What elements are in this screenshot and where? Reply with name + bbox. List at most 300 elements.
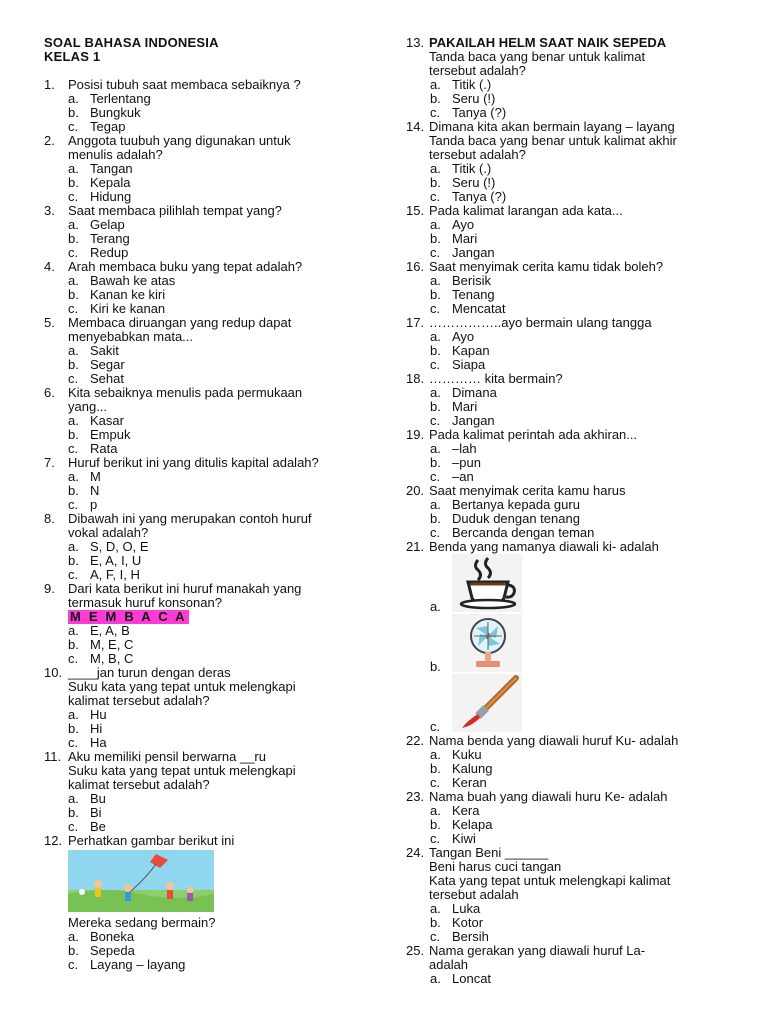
question-line-text: Suku kata yang tepat untuk melengkapi xyxy=(68,679,296,694)
answer-option xyxy=(44,652,374,666)
answer-option xyxy=(44,162,374,176)
question-text xyxy=(406,120,736,134)
option-text: Ayo xyxy=(452,329,475,344)
question-number: 21. xyxy=(406,539,425,554)
option-text: Tegap xyxy=(90,119,126,134)
option-letter: a. xyxy=(430,161,441,176)
option-letter: c. xyxy=(68,245,79,260)
answer-option xyxy=(406,818,736,832)
option-letter: c. xyxy=(68,497,79,512)
option-letter: c. xyxy=(68,819,79,834)
question-line-text: Kata yang tepat untuk melengkapi kalimat xyxy=(429,873,671,888)
option-text: Bawah ke atas xyxy=(90,273,176,288)
option-text: Bungkuk xyxy=(90,105,141,120)
option-letter: a. xyxy=(430,497,441,512)
option-text: Kotor xyxy=(452,915,484,930)
option-letter: c. xyxy=(68,651,79,666)
option-letter: c. xyxy=(430,245,441,260)
question-number: 12. xyxy=(44,833,63,848)
question-line-text: tersebut adalah? xyxy=(429,63,526,78)
answer-option xyxy=(44,624,374,638)
question-3 xyxy=(44,204,374,260)
question-line-text: Saat membaca pilihlah tempat yang? xyxy=(68,203,282,218)
answer-option xyxy=(44,302,374,316)
answer-option xyxy=(406,302,736,316)
question-text xyxy=(406,204,736,218)
picture-answer-option xyxy=(406,614,736,674)
answer-option xyxy=(44,722,374,736)
option-letter: b. xyxy=(68,231,79,246)
question-text-line xyxy=(44,400,374,414)
question-number: 24. xyxy=(406,845,425,860)
question-number: 10. xyxy=(44,665,63,680)
question-number: 20. xyxy=(406,483,425,498)
highlighted-word: M E M B A C A xyxy=(70,609,187,624)
question-line-text: Pada kalimat perintah ada akhiran... xyxy=(429,427,638,442)
question-number: 15. xyxy=(406,203,425,218)
option-text: Bi xyxy=(90,805,102,820)
question-20 xyxy=(406,484,736,540)
answer-option xyxy=(44,540,374,554)
question-text xyxy=(44,260,374,274)
answer-option xyxy=(44,120,374,134)
answer-option xyxy=(406,386,736,400)
answer-option xyxy=(44,820,374,834)
question-line-text: termasuk huruf konsonan? xyxy=(68,595,222,610)
question-number: 25. xyxy=(406,943,425,958)
option-letter: b. xyxy=(430,91,441,106)
option-letter: c. xyxy=(68,119,79,134)
answer-option xyxy=(44,484,374,498)
answer-option xyxy=(44,176,374,190)
answer-option xyxy=(406,498,736,512)
option-text: Siapa xyxy=(452,357,486,372)
question-text-line xyxy=(44,694,374,708)
option-text: Bertanya kepada guru xyxy=(452,497,580,512)
option-letter: b. xyxy=(430,915,441,930)
question-number: 8. xyxy=(44,511,55,526)
question-25 xyxy=(406,944,736,986)
answer-option xyxy=(406,804,736,818)
option-letter: a. xyxy=(68,469,79,484)
option-text: M xyxy=(90,469,101,484)
right-question-list xyxy=(406,36,736,986)
answer-option xyxy=(406,902,736,916)
answer-option xyxy=(44,288,374,302)
question-text-line xyxy=(406,134,736,148)
option-text: Jangan xyxy=(452,413,495,428)
option-text: Ha xyxy=(90,735,107,750)
option-letter: b. xyxy=(430,287,441,302)
question-line-text: Tangan Beni ______ xyxy=(429,845,549,860)
question-text-line xyxy=(406,860,736,874)
question-line-text: Kita sebaiknya menulis pada permukaan xyxy=(68,385,303,400)
answer-option xyxy=(406,246,736,260)
option-text: Terlentang xyxy=(90,91,151,106)
option-letter: c. xyxy=(430,831,441,846)
left-column xyxy=(44,36,374,972)
option-letter: c. xyxy=(68,567,79,582)
option-text: S, D, O, E xyxy=(90,539,149,554)
picture-answer-option xyxy=(406,674,736,734)
question-line-text: yang... xyxy=(68,399,108,414)
option-letter: b. xyxy=(68,637,79,652)
question-text xyxy=(44,750,374,764)
answer-option xyxy=(44,372,374,386)
option-letter: c. xyxy=(430,301,441,316)
option-letter: a. xyxy=(430,971,441,986)
question-text-line xyxy=(406,50,736,64)
question-text xyxy=(44,456,374,470)
question-line-text: Suku kata yang tepat untuk melengkapi xyxy=(68,763,296,778)
option-text: Be xyxy=(90,819,106,834)
option-text: Hi xyxy=(90,721,103,736)
option-letter: b. xyxy=(68,105,79,120)
option-letter: c. xyxy=(68,441,79,456)
option-text: Tanya (?) xyxy=(452,105,507,120)
option-letter: c. xyxy=(430,775,441,790)
option-letter: c. xyxy=(430,719,441,734)
answer-option xyxy=(406,106,736,120)
answer-option xyxy=(406,776,736,790)
option-text: Empuk xyxy=(90,427,131,442)
option-text: Seru (!) xyxy=(452,91,496,106)
option-text: Kapan xyxy=(452,343,490,358)
answer-option xyxy=(44,470,374,484)
option-letter: c. xyxy=(430,929,441,944)
question-text xyxy=(406,790,736,804)
answer-option xyxy=(406,916,736,930)
answer-option xyxy=(44,414,374,428)
option-letter: a. xyxy=(430,599,441,614)
answer-option xyxy=(44,274,374,288)
question-text xyxy=(44,834,374,848)
option-text: Berisik xyxy=(452,273,492,288)
question-14 xyxy=(406,120,736,204)
question-text-line xyxy=(44,330,374,344)
option-letter: a. xyxy=(68,791,79,806)
option-letter: c. xyxy=(430,469,441,484)
left-question-list xyxy=(44,78,374,972)
option-text: Terang xyxy=(90,231,130,246)
option-text: Bersih xyxy=(452,929,489,944)
question-8 xyxy=(44,512,374,582)
paintbrush-icon xyxy=(452,674,522,732)
question-number: 2. xyxy=(44,133,55,148)
option-text: Redup xyxy=(90,245,129,260)
option-letter: b. xyxy=(430,817,441,832)
option-letter: b. xyxy=(430,343,441,358)
question-22 xyxy=(406,734,736,790)
option-letter: c. xyxy=(430,105,441,120)
question-12 xyxy=(44,834,374,972)
option-letter: c. xyxy=(68,957,79,972)
answer-option xyxy=(406,344,736,358)
question-text xyxy=(44,582,374,596)
question-number: 17. xyxy=(406,315,425,330)
option-text: Hidung xyxy=(90,189,132,204)
option-letter: c. xyxy=(68,735,79,750)
option-text: Sehat xyxy=(90,371,124,386)
question-number: 1. xyxy=(44,77,55,92)
option-text: Ayo xyxy=(452,217,475,232)
question-9 xyxy=(44,582,374,666)
question-7 xyxy=(44,456,374,512)
question-line-text: menyebabkan mata... xyxy=(68,329,194,344)
option-text: Jangan xyxy=(452,245,495,260)
option-text: A, F, I, H xyxy=(90,567,140,582)
question-line-text: Pada kalimat larangan ada kata... xyxy=(429,203,623,218)
option-text: –pun xyxy=(452,455,481,470)
option-text: Boneka xyxy=(90,929,135,944)
question-number: 19. xyxy=(406,427,425,442)
answer-option xyxy=(44,428,374,442)
question-text-line xyxy=(44,764,374,778)
question-number: 23. xyxy=(406,789,425,804)
option-text: Kepala xyxy=(90,175,131,190)
question-text xyxy=(406,260,736,274)
question-line-text: tersebut adalah? xyxy=(429,147,526,162)
option-letter: b. xyxy=(430,231,441,246)
question-line-text: kalimat tersebut adalah? xyxy=(68,693,210,708)
question-text xyxy=(406,944,736,958)
option-text: Keran xyxy=(452,775,487,790)
question-line-text: Dimana kita akan bermain layang – layang xyxy=(429,119,675,134)
question-number: 4. xyxy=(44,259,55,274)
question-line-text: menulis adalah? xyxy=(68,147,163,162)
option-letter: a. xyxy=(430,329,441,344)
question-text-line xyxy=(406,888,736,902)
question-text xyxy=(406,316,736,330)
question-1 xyxy=(44,78,374,134)
answer-option xyxy=(44,568,374,582)
option-text: Titik (.) xyxy=(452,161,492,176)
question-line-text: Beni harus cuci tangan xyxy=(429,859,562,874)
question-line-text: Nama buah yang diawali huru Ke- adalah xyxy=(429,789,668,804)
option-text: Sakit xyxy=(90,343,119,358)
option-text: Bercanda dengan teman xyxy=(452,525,595,540)
option-letter: a. xyxy=(68,161,79,176)
option-text: Kiwi xyxy=(452,831,476,846)
option-letter: b. xyxy=(430,659,441,674)
option-letter: a. xyxy=(68,707,79,722)
option-text: M, B, C xyxy=(90,651,134,666)
option-text: Luka xyxy=(452,901,481,916)
question-line-text: Anggota tuubuh yang digunakan untuk xyxy=(68,133,291,148)
question-number: 6. xyxy=(44,385,55,400)
question-line-text: ……………..ayo bermain ulang tangga xyxy=(429,315,652,330)
fan-icon xyxy=(452,614,522,672)
option-text: Tangan xyxy=(90,161,133,176)
option-text: Dimana xyxy=(452,385,497,400)
question-line-text: Perhatkan gambar berikut ini xyxy=(68,833,235,848)
answer-option xyxy=(406,526,736,540)
question-text xyxy=(406,36,736,50)
question-text xyxy=(44,386,374,400)
option-letter: b. xyxy=(68,357,79,372)
question-text xyxy=(44,512,374,526)
question-line-text: Arah membaca buku yang tepat adalah? xyxy=(68,259,303,274)
answer-option xyxy=(44,554,374,568)
answer-option xyxy=(44,498,374,512)
option-text: Kanan ke kiri xyxy=(90,287,166,302)
question-6 xyxy=(44,386,374,456)
question-line-text: PAKAILAH HELM SAAT NAIK SEPEDA xyxy=(429,35,667,50)
question-line-text: Posisi tubuh saat membaca sebaiknya ? xyxy=(68,77,301,92)
option-text: Sepeda xyxy=(90,943,135,958)
option-text: Segar xyxy=(90,357,125,372)
question-line-text: ____jan turun dengan deras xyxy=(68,665,231,680)
answer-option xyxy=(406,78,736,92)
answer-option xyxy=(44,232,374,246)
option-text: –lah xyxy=(452,441,477,456)
cup-icon xyxy=(452,554,522,612)
question-line-text: ………… kita bermain? xyxy=(429,371,563,386)
question-16 xyxy=(406,260,736,316)
highlight-word-row xyxy=(44,610,374,624)
option-letter: c. xyxy=(430,357,441,372)
option-text: Kalung xyxy=(452,761,493,776)
question-followup: Mereka sedang bermain? xyxy=(68,915,216,930)
question-line-text: tersebut adalah xyxy=(429,887,519,902)
option-letter: c. xyxy=(68,371,79,386)
question-line-text: Huruf berikut ini yang ditulis kapital adalah? xyxy=(68,455,319,470)
worksheet-title: SOAL BAHASA INDONESIA xyxy=(44,35,219,50)
answer-option xyxy=(44,246,374,260)
answer-option xyxy=(44,638,374,652)
question-17 xyxy=(406,316,736,372)
option-text: Titik (.) xyxy=(452,77,492,92)
question-text xyxy=(44,204,374,218)
option-letter: a. xyxy=(68,217,79,232)
option-letter: a. xyxy=(68,91,79,106)
answer-option xyxy=(406,470,736,484)
answer-option xyxy=(44,190,374,204)
answer-option xyxy=(406,288,736,302)
question-text-line xyxy=(44,596,374,610)
right-column xyxy=(406,36,736,986)
option-letter: a. xyxy=(430,273,441,288)
question-text xyxy=(44,666,374,680)
question-line-text: Dari kata berikut ini huruf manakah yang xyxy=(68,581,302,596)
option-letter: a. xyxy=(430,217,441,232)
question-19 xyxy=(406,428,736,484)
question-line-text: Membaca diruangan yang redup dapat xyxy=(68,315,292,330)
question-line-text: Aku memiliki pensil berwarna __ru xyxy=(68,749,266,764)
option-letter: b. xyxy=(68,483,79,498)
option-text: Kiri ke kanan xyxy=(90,301,166,316)
question-text xyxy=(406,846,736,860)
option-text: Mari xyxy=(452,399,478,414)
option-letter: c. xyxy=(68,189,79,204)
question-text-line xyxy=(406,874,736,888)
option-letter: a. xyxy=(430,901,441,916)
option-text: M, E, C xyxy=(90,637,134,652)
question-number: 5. xyxy=(44,315,55,330)
answer-option xyxy=(44,736,374,750)
question-number: 16. xyxy=(406,259,425,274)
answer-option xyxy=(406,930,736,944)
option-text: Rata xyxy=(90,441,118,456)
answer-option xyxy=(406,972,736,986)
option-letter: b. xyxy=(68,721,79,736)
answer-option xyxy=(44,218,374,232)
answer-option xyxy=(44,358,374,372)
answer-option xyxy=(44,930,374,944)
option-letter: a. xyxy=(68,929,79,944)
answer-option xyxy=(406,218,736,232)
answer-option xyxy=(406,92,736,106)
answer-option xyxy=(406,190,736,204)
option-letter: b. xyxy=(430,511,441,526)
answer-option xyxy=(406,442,736,456)
question-4 xyxy=(44,260,374,316)
question-line-text: adalah xyxy=(429,957,469,972)
question-number: 14. xyxy=(406,119,425,134)
option-text: Loncat xyxy=(452,971,492,986)
question-21 xyxy=(406,540,736,734)
question-5 xyxy=(44,316,374,386)
question-line-text: Nama benda yang diawali huruf Ku- adalah xyxy=(429,733,679,748)
option-letter: b. xyxy=(68,175,79,190)
answer-option xyxy=(406,748,736,762)
question-number: 22. xyxy=(406,733,425,748)
option-text: Kelapa xyxy=(452,817,493,832)
option-letter: a. xyxy=(430,441,441,456)
answer-option xyxy=(44,442,374,456)
question-number: 11. xyxy=(44,749,62,764)
question-text xyxy=(44,78,374,92)
option-letter: a. xyxy=(430,77,441,92)
answer-option xyxy=(406,176,736,190)
answer-option xyxy=(44,106,374,120)
question-23 xyxy=(406,790,736,846)
answer-option xyxy=(44,958,374,972)
question-text xyxy=(406,484,736,498)
question-line-text: Saat menyimak cerita kamu tidak boleh? xyxy=(429,259,664,274)
question-number: 7. xyxy=(44,455,55,470)
option-text: Kuku xyxy=(452,747,482,762)
question-text xyxy=(44,316,374,330)
option-text: Mencatat xyxy=(452,301,506,316)
question-text-line xyxy=(44,778,374,792)
kite-playing-picture xyxy=(44,850,374,912)
question-text xyxy=(406,428,736,442)
option-text: E, A, B xyxy=(90,623,130,638)
answer-option xyxy=(44,344,374,358)
option-letter: a. xyxy=(430,747,441,762)
option-letter: a. xyxy=(68,273,79,288)
option-text: N xyxy=(90,483,100,498)
option-letter: b. xyxy=(68,943,79,958)
question-number: 9. xyxy=(44,581,55,596)
option-letter: b. xyxy=(430,761,441,776)
question-line-text: vokal adalah? xyxy=(68,525,149,540)
question-24 xyxy=(406,846,736,944)
option-text: p xyxy=(90,497,98,512)
option-letter: b. xyxy=(68,553,79,568)
question-10 xyxy=(44,666,374,750)
question-text-line xyxy=(44,680,374,694)
answer-option xyxy=(406,456,736,470)
question-text-line xyxy=(406,958,736,972)
question-line-text: Saat menyimak cerita kamu harus xyxy=(429,483,626,498)
question-18 xyxy=(406,372,736,428)
question-text-line xyxy=(406,64,736,78)
question-text-line xyxy=(44,526,374,540)
option-letter: a. xyxy=(68,539,79,554)
answer-option xyxy=(406,162,736,176)
